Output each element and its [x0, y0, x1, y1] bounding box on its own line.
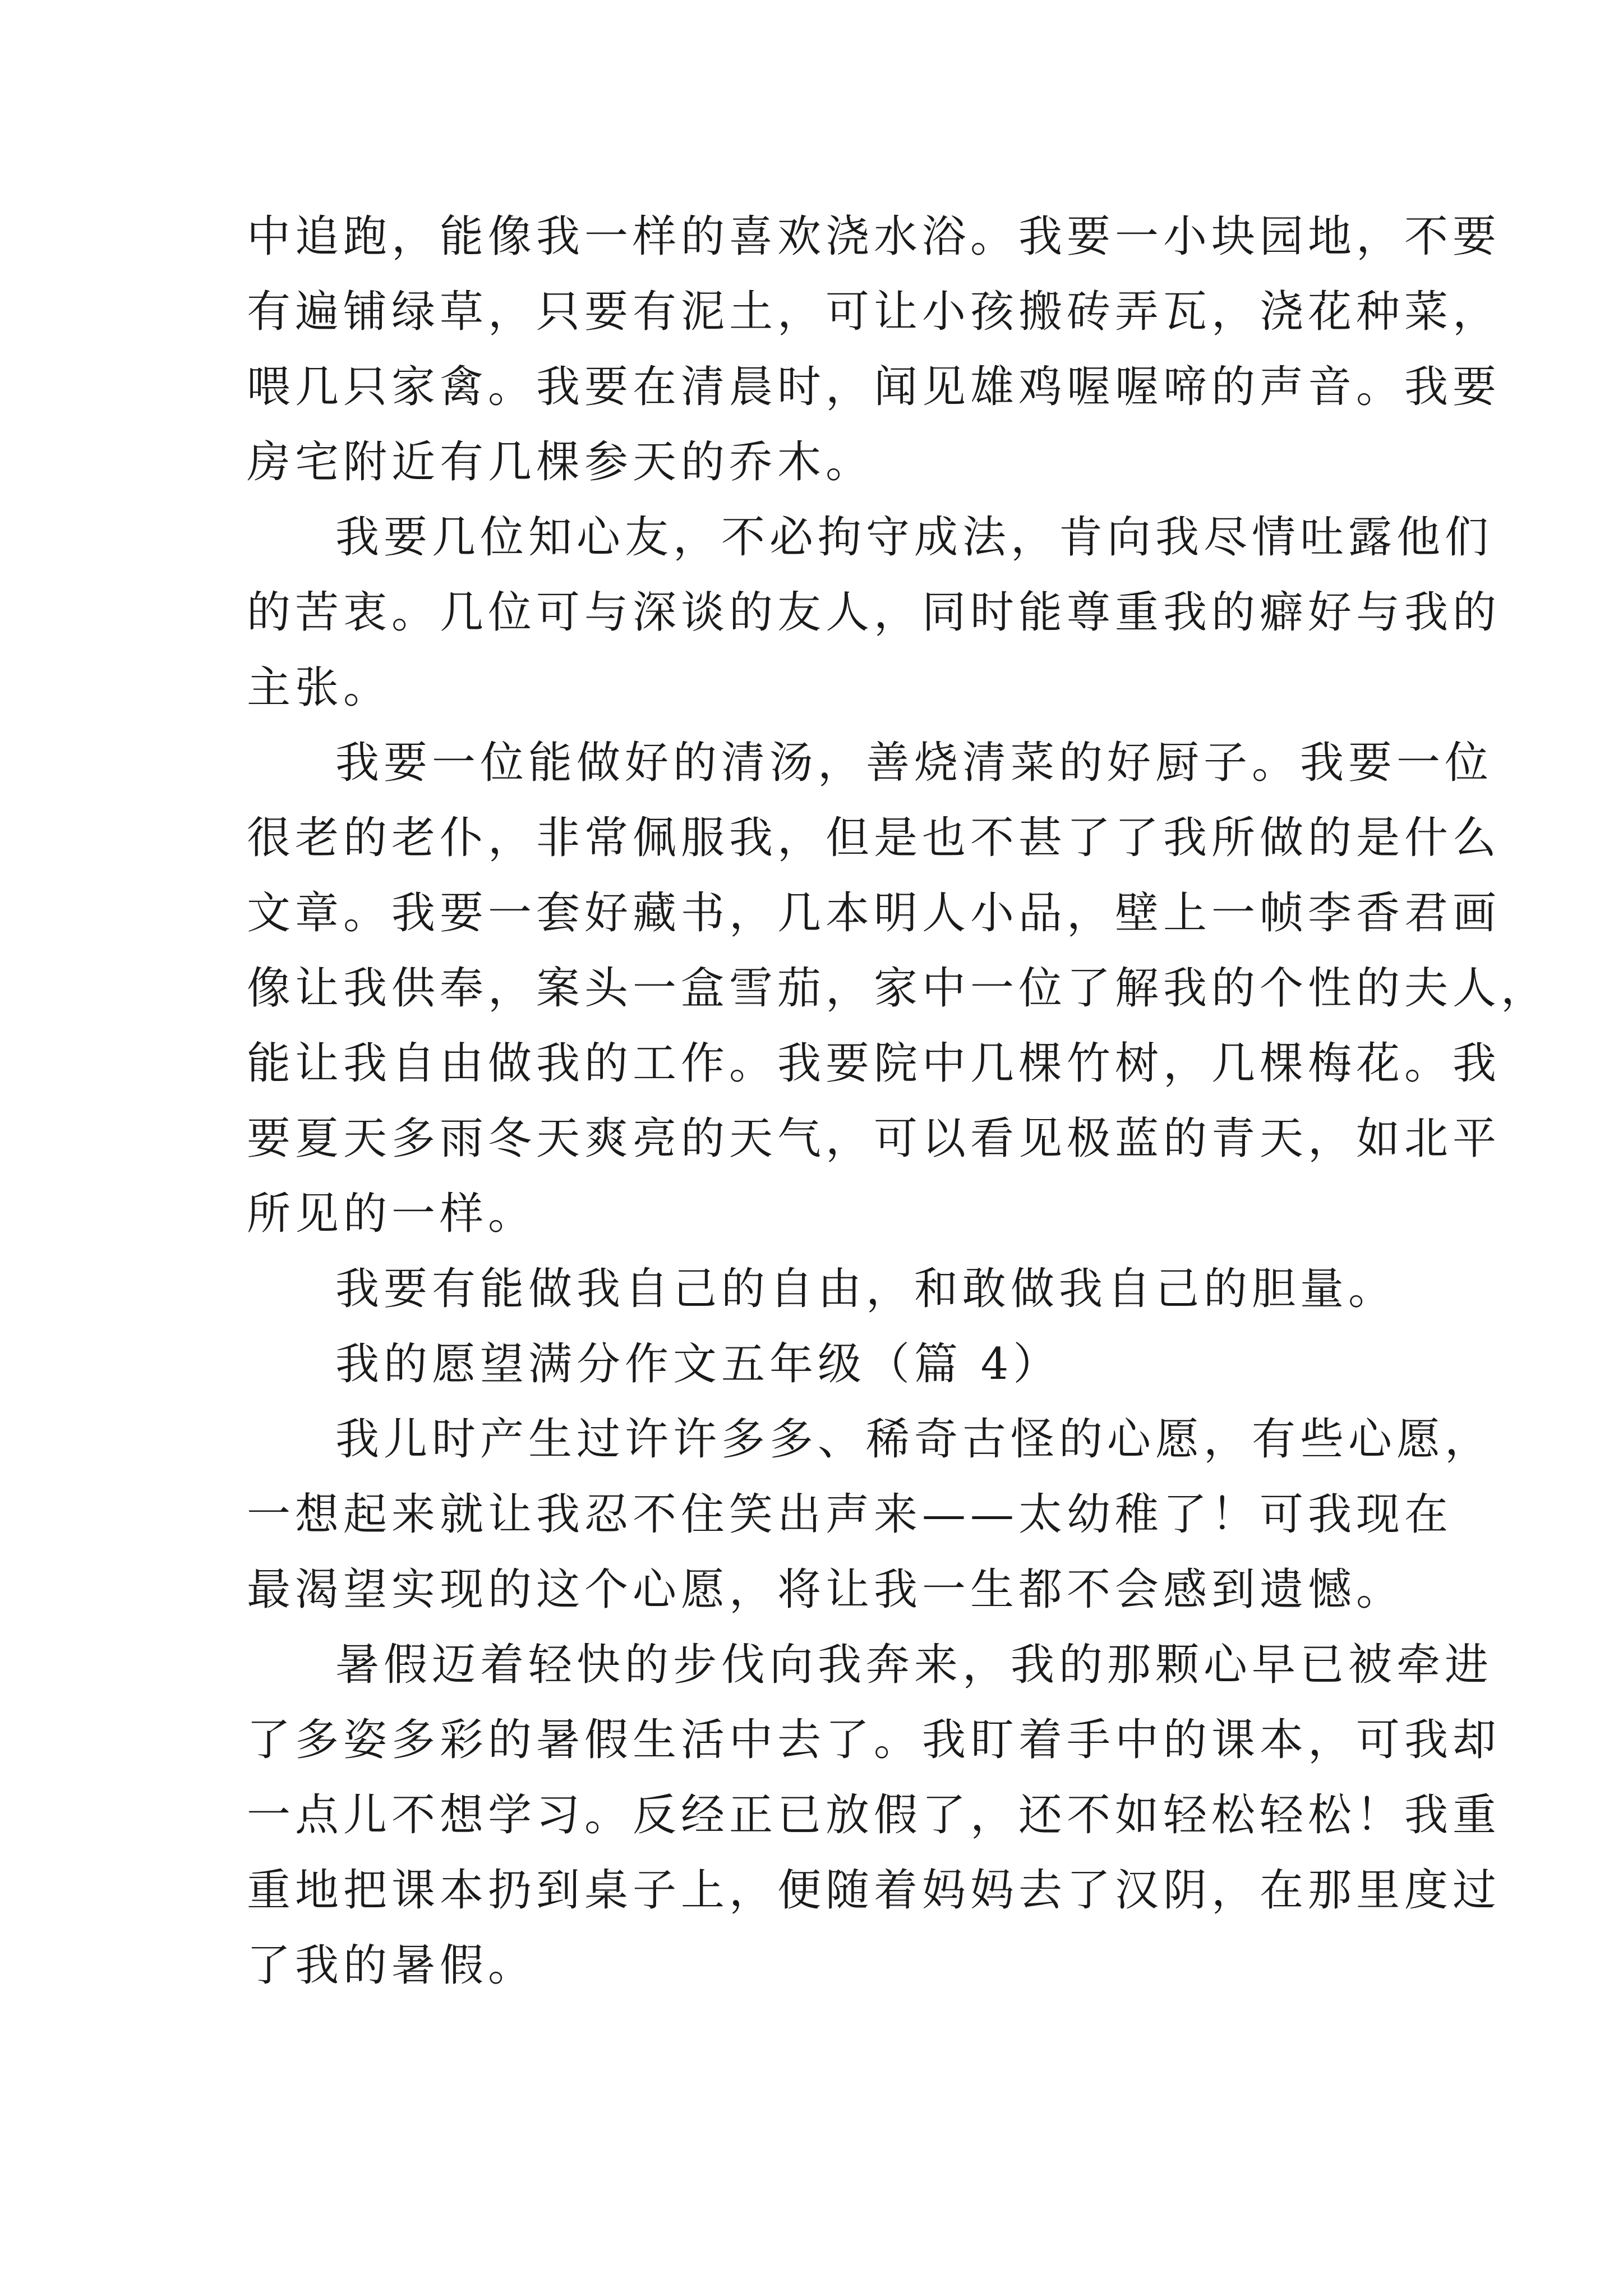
text-line: 暑假迈着轻快的步伐向我奔来，我的那颗心早已被牵进 — [335, 1640, 1493, 1690]
document-body — [247, 199, 1550, 2003]
text-line: 重地把课本扔到桌子上，便随着妈妈去了汉阴，在那里度过 — [247, 1865, 1501, 1916]
paragraph-6 — [247, 1627, 1501, 2003]
text-line: 我要有能做我自己的自由，和敢做我自己的胆量。 — [335, 1264, 1397, 1314]
paragraph-4 — [247, 1251, 1410, 1327]
text-line: 喂几只家禽。我要在清晨时，闻见雄鸡喔喔啼的声音。我要 — [247, 362, 1501, 412]
text-line: 一想起来就让我忍不住笑出声来——太幼稚了！可我现在 — [247, 1489, 1453, 1540]
text-line: 了多姿多彩的暑假生活中去了。我盯着手中的课本，可我却 — [247, 1715, 1501, 1765]
paragraph-5 — [247, 1402, 1493, 1627]
text-line: 要夏天多雨冬天爽亮的天气，可以看见极蓝的青天，如北平 — [247, 1114, 1501, 1164]
text-line: 最渴望实现的这个心愿，将让我一生都不会感到遗憾。 — [247, 1565, 1405, 1615]
paragraph-1 — [247, 199, 1501, 500]
text-line: 所见的一样。 — [247, 1189, 537, 1239]
text-line: 房宅附近有几棵参天的乔木。 — [247, 437, 874, 487]
text-line: 我要一位能做好的清汤，善烧清菜的好厨子。我要一位 — [335, 738, 1493, 788]
text-line: 一点儿不想学习。反经正已放假了，还不如轻松轻松！我重 — [247, 1790, 1501, 1841]
paragraph-3 — [247, 725, 1550, 1251]
section-heading — [247, 1327, 1410, 1402]
heading-line: 我的愿望满分作文五年级（篇 4） — [335, 1339, 1062, 1389]
text-line: 很老的老仆，非常佩服我，但是也不甚了了我所做的是什么 — [247, 813, 1501, 863]
text-line: 我儿时产生过许许多多、稀奇古怪的心愿，有些心愿， — [335, 1414, 1493, 1465]
paragraph-2 — [247, 500, 1501, 725]
text-line: 主张。 — [247, 662, 392, 713]
text-line: 文章。我要一套好藏书，几本明人小品，壁上一帧李香君画 — [247, 888, 1501, 938]
text-line: 中追跑，能像我一样的喜欢浇水浴。我要一小块园地，不要 — [247, 211, 1501, 262]
text-line: 像让我供奉，案头一盒雪茄，家中一位了解我的个性的夫人， — [247, 963, 1550, 1014]
text-line: 能让我自由做我的工作。我要院中几棵竹树，几棵梅花。我 — [247, 1038, 1501, 1089]
text-line: 的苦衷。几位可与深谈的友人，同时能尊重我的癖好与我的 — [247, 587, 1501, 638]
text-line: 了我的暑假。 — [247, 1940, 537, 1991]
text-line: 有遍铺绿草，只要有泥土，可让小孩搬砖弄瓦，浇花种菜， — [247, 287, 1501, 337]
text-line: 我要几位知心友，不必拘守成法，肯向我尽情吐露他们 — [335, 512, 1493, 563]
